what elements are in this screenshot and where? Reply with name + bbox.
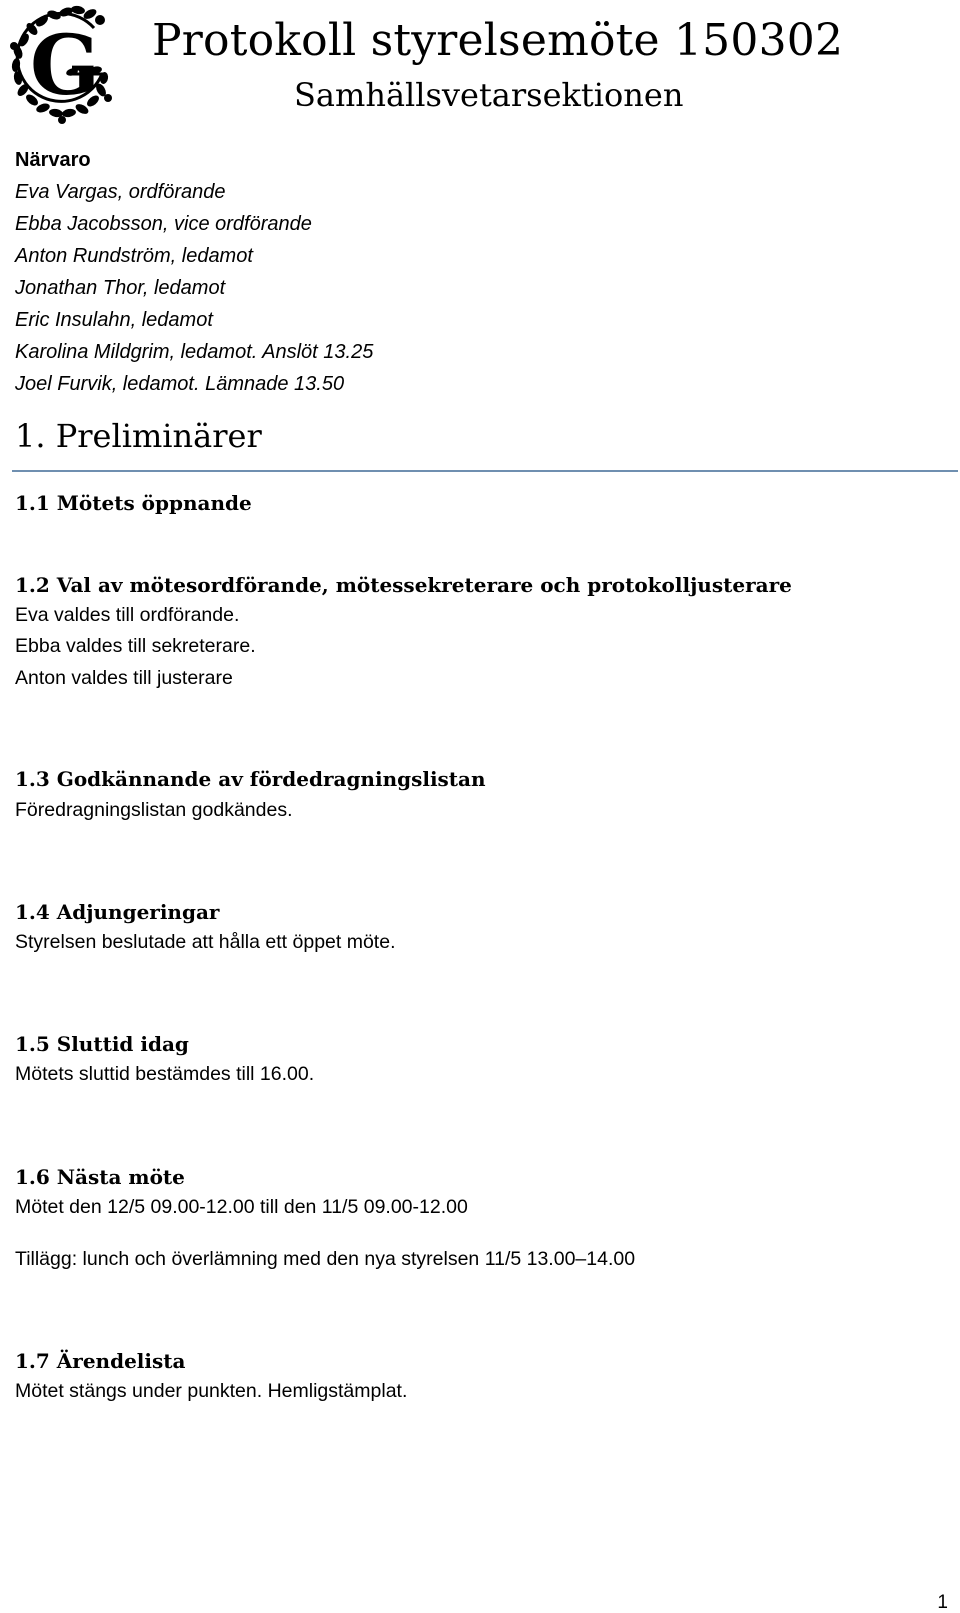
item-text: Mötets sluttid bestämdes till 16.00. xyxy=(15,1063,315,1085)
attendance-member: Eva Vargas, ordförande xyxy=(15,181,226,203)
item-text: Mötet stängs under punkten. Hemligstämplat. xyxy=(15,1380,408,1402)
item-text: Föredragningslistan godkändes. xyxy=(15,799,293,821)
document-subtitle: Samhällsvetarsektionen xyxy=(294,76,684,114)
section-heading-preliminarer: 1. Preliminärer xyxy=(15,417,262,455)
item-text: Mötet den 12/5 09.00-12.00 till den 11/5 09.00-12.00 xyxy=(15,1196,468,1218)
item-text: Ebba valdes till sekreterare. xyxy=(15,635,256,657)
attendance-member: Eric Insulahn, ledamot xyxy=(15,309,213,331)
item-heading-1-6: 1.6 Nästa möte xyxy=(15,1165,185,1189)
attendance-member: Karolina Mildgrim, ledamot. Anslöt 13.25 xyxy=(15,341,374,363)
attendance-member: Anton Rundström, ledamot xyxy=(15,245,253,267)
item-heading-1-5: 1.5 Sluttid idag xyxy=(15,1032,189,1056)
item-heading-1-4: 1.4 Adjungeringar xyxy=(15,900,220,924)
attendance-label: Närvaro xyxy=(15,149,91,171)
svg-text:G: G xyxy=(30,18,101,114)
attendance-list xyxy=(15,144,373,400)
attendance-member: Ebba Jacobsson, vice ordförande xyxy=(15,213,312,235)
item-heading-1-2: 1.2 Val av mötesordförande, mötessekreterare och protokolljusterare xyxy=(15,573,792,597)
attendance-member: Joel Furvik, ledamot. Lämnade 13.50 xyxy=(15,373,345,395)
section-logo-g-wreath xyxy=(2,2,118,126)
page-number: 1 xyxy=(937,1592,948,1613)
section-divider xyxy=(12,470,958,472)
item-text: Styrelsen beslutade att hålla ett öppet möte. xyxy=(15,931,396,953)
attendance-member: Jonathan Thor, ledamot xyxy=(15,277,226,299)
item-heading-1-3: 1.3 Godkännande av fördedragningslistan xyxy=(15,767,486,791)
document-title: Protokoll styrelsemöte 150302 xyxy=(152,15,844,66)
item-text: Eva valdes till ordförande. xyxy=(15,604,240,626)
item-text: Anton valdes till justerare xyxy=(15,667,233,689)
item-text: Tillägg: lunch och överlämning med den nya styrelsen 11/5 13.00–14.00 xyxy=(15,1248,636,1270)
item-heading-1-1: 1.1 Mötets öppnande xyxy=(15,491,252,515)
item-heading-1-7: 1.7 Ärendelista xyxy=(15,1349,186,1373)
